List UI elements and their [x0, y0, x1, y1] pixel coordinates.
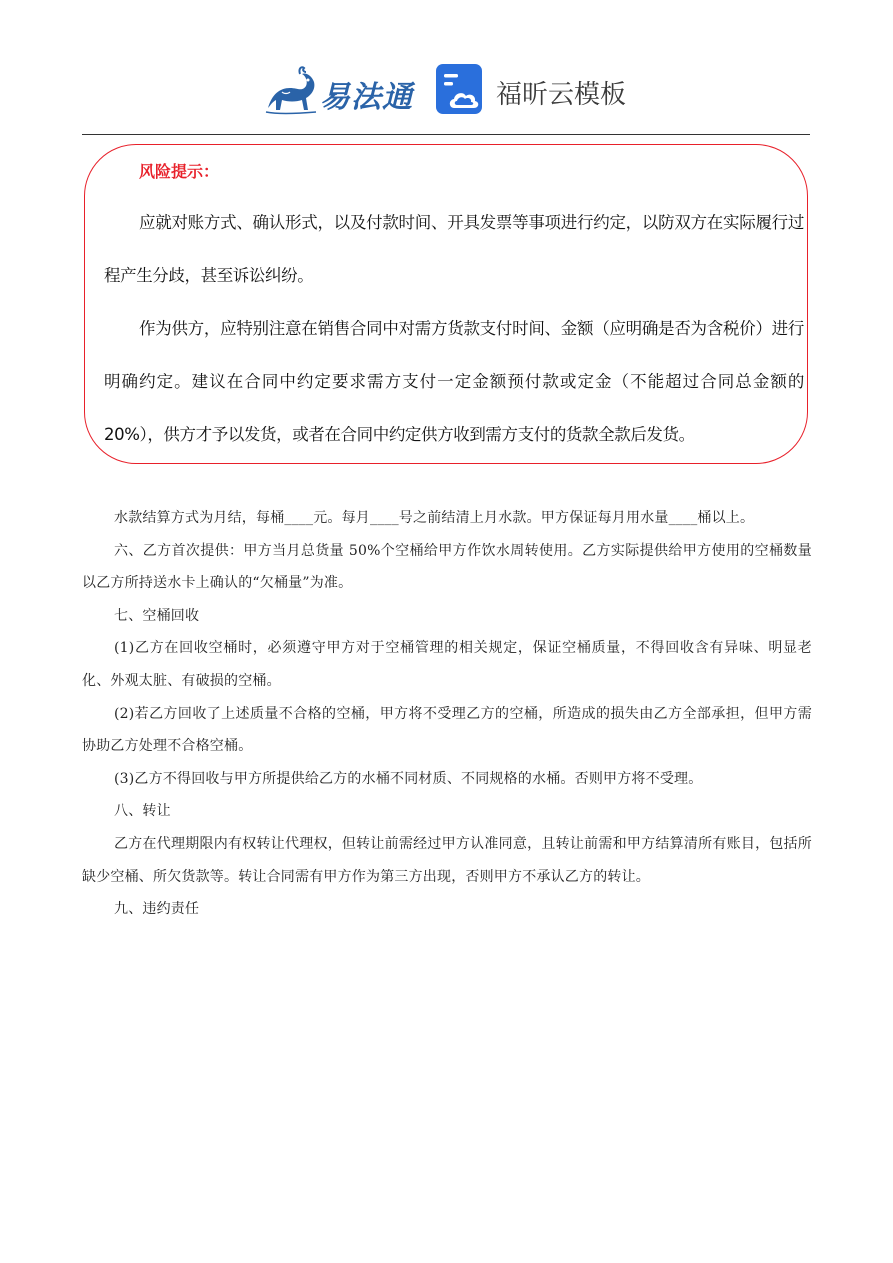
body-paragraph: (3)乙方不得回收与甲方所提供给乙方的水桶不同材质、不同规格的水桶。否则甲方将不受理。	[114, 770, 703, 787]
risk-title: 风险提示：	[139, 162, 220, 181]
page-header	[0, 56, 893, 126]
section-heading: 九、违约责任	[114, 901, 200, 918]
body-paragraph: (2)若乙方回收了上述质量不合格的空桶，甲方将不受理乙方的空桶，所造成的损失由乙方全部承担，但甲方需协助乙方处理不合格空桶。	[82, 705, 812, 755]
header-divider	[82, 134, 810, 135]
risk-paragraph: 作为供方，应特别注意在销售合同中对需方货款支付时间、金额（应明确是否为含税价）进行明确约定。建议在合同中约定要求需方支付一定金额预付款或定金（不能超过合同总金额的 20%），供方才予以发货，或者在合同中约定供方收到需方支付的货款全款后发货。	[104, 319, 804, 444]
section-heading: 七、空桶回收	[114, 607, 200, 624]
contract-body	[82, 502, 812, 926]
body-paragraph: 乙方在代理期限内有权转让代理权，但转让前需经过甲方认准同意，且转让前需和甲方结算清所有账目，包括所缺少空桶、所欠货款等。转让合同需有甲方作为第三方出现，否则甲方不承认乙方的转让。	[82, 835, 812, 885]
yifatong-brand: 易法通	[320, 80, 413, 115]
body-paragraph: (1)乙方在回收空桶时，必须遵守甲方对于空桶管理的相关规定，保证空桶质量，不得回收含有异味、明显老化、外观太脏、有破损的空桶。	[82, 640, 812, 689]
yifatong-logo[interactable]	[262, 62, 412, 118]
section-heading: 八、转让	[114, 803, 171, 820]
risk-warning-box	[84, 144, 808, 464]
fuxin-brand: 福昕云模板	[496, 80, 627, 110]
body-paragraph: 水款结算方式为月结，每桶____元。每月____号之前结清上月水款。甲方保证每月用水量____桶以上。	[114, 510, 755, 526]
risk-paragraph: 应就对账方式、确认形式，以及付款时间、开具发票等事项进行约定，以防双方在实际履行过程产生分歧，甚至诉讼纠纷。	[104, 213, 804, 285]
qilin-logo-icon	[262, 64, 320, 116]
body-paragraph: 六、乙方首次提供：甲方当月总货量 50%个空桶给甲方作饮水周转使用。乙方实际提供给甲方使用的空桶数量以乙方所持送水卡上确认的“欠桶量”为准。	[82, 542, 812, 592]
fuxin-logo[interactable]	[436, 64, 646, 116]
fuxin-cloud-doc-icon	[436, 64, 486, 116]
